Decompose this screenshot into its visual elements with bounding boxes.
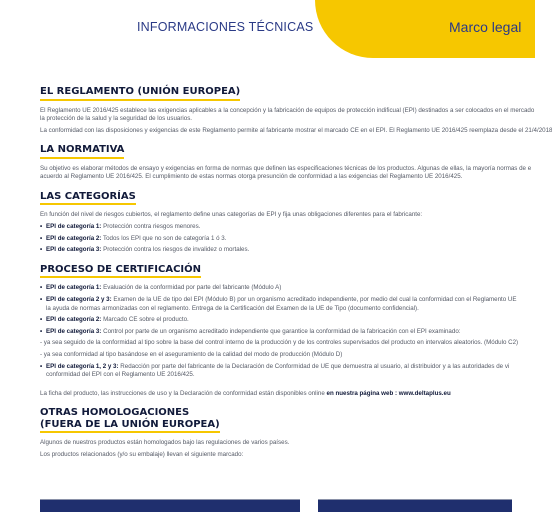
section-body <box>40 164 532 182</box>
list-item <box>40 316 520 325</box>
list-item <box>40 284 520 293</box>
section-reglamento <box>40 86 552 135</box>
section-title-line: OTRAS HOMOLOGACIONES <box>40 407 190 419</box>
list-item-text: Marcado CE sobre el producto. <box>101 316 189 324</box>
bullet-icon: • <box>40 223 43 231</box>
section-body <box>40 439 520 459</box>
marking-table-header <box>40 500 300 512</box>
header-page-title: Marco legal <box>449 19 522 35</box>
list-item-label: EPI de categoría 1, 2 y 3: <box>46 362 119 370</box>
paragraph: El Reglamento UE 2016/425 establece las exigencias aplicables a la concepción y la fabricación de equipos de protección indificual (EPI) destinados a ser colocados en el mercado <box>40 106 535 114</box>
list-item-label: EPI de categoría 1: <box>46 223 102 231</box>
website-link[interactable]: en nuestra página web : www.deltaplus.eu <box>326 389 451 397</box>
header-section-title: INFORMACIONES TÉCNICAS <box>137 20 314 34</box>
bullet-icon: • <box>40 246 43 254</box>
bullet-icon: • <box>40 295 43 303</box>
section-categorias <box>40 191 520 255</box>
section-body <box>40 106 552 136</box>
paragraph: la protección de la salud y la seguridad de los usuarios. <box>40 115 193 123</box>
document-body <box>40 86 552 468</box>
section-otras <box>40 407 520 459</box>
list-item-label: EPI de categoría 2 y 3: <box>46 295 112 303</box>
paragraph: La conformidad con las disposiciones y exigencias de este Reglamento permite al fabricante mostrar el marcado CE en el EPI. El Reglamento UE 2016/425 reemplaza desde el 21/4/2018 <box>40 126 552 134</box>
list-item <box>40 296 520 313</box>
paragraph: Su objetivo es elaborar métodos de ensayo y exigencias en forma de normas que definen las especificaciones técnicas de los productos. Algunas de ellas, la mayoría normas de e <box>40 164 532 172</box>
list-item-text: Evaluación de la conformidad por parte del fabricante (Módulo A) <box>101 284 282 292</box>
section-title-proceso: PROCESO DE CERTIFICACIÓN <box>40 264 201 279</box>
list-item-text: Protección contra riesgos menores. <box>101 223 201 231</box>
list-item-text-cont: la ayuda de normas armonizadas con el reglamento. Entrega de la Certificación del Examen de la UE de Tipo (documento confidencial). <box>46 304 419 312</box>
section-title-otras <box>40 407 220 433</box>
list-item <box>40 223 520 232</box>
bullet-icon: • <box>40 327 43 335</box>
list-item-text-cont: conformidad del EPI con el Reglamento UE 2016/425. <box>46 371 195 379</box>
list-item-text: Redacción por parte del fabricante de la Declaración de Conformidad de UE que demuestra al usuario, al distribuidor y a las autoridades de vi <box>118 362 510 370</box>
paragraph: En función del nivel de riesgos cubiertos, el reglamento define unas categorías de EPI y fija unas obligaciones diferentes para el fabricante: <box>40 211 423 219</box>
list-item-text: Control por parte de un organismo acreditado independiente que garantice la conformidad de la fabricación con el EPI examinado: <box>101 327 461 335</box>
list-item <box>40 235 520 244</box>
paragraph <box>40 390 520 399</box>
section-proceso <box>40 264 520 398</box>
paragraph: acuerdo al Reglamento UE 2016/425. El cumplimiento de estas normas otorga presunción de conformidad a las exigencias del Reglamento UE 2016/425. <box>40 173 463 181</box>
list-item-text: Examen de la UE de tipo del EPI (Módulo B) por un organismo acreditado independiente, por medio del cual la conformidad con el Reglamento UE <box>111 295 517 303</box>
list-item-label: EPI de categoría 3: <box>46 327 102 335</box>
footer-text: La ficha del producto, las instrucciones de uso y la Declaración de conformidad están disponibles online <box>40 389 327 397</box>
list-item-text: Protección contra los riesgos de invalidez o mortales. <box>101 246 250 254</box>
section-title-reglamento: EL REGLAMENTO (UNIÓN EUROPEA) <box>40 86 240 101</box>
marking-table-header <box>318 500 512 512</box>
section-normativa <box>40 144 532 182</box>
list-item <box>40 328 520 337</box>
bullet-icon: • <box>40 316 43 324</box>
list-item-label: EPI de categoría 2: <box>46 316 102 324</box>
list-item-label: EPI de categoría 1: <box>46 284 102 292</box>
section-title-normativa: LA NORMATIVA <box>40 144 124 159</box>
bullet-icon: • <box>40 284 43 292</box>
bullet-icon: • <box>40 362 43 370</box>
section-body <box>40 211 520 254</box>
paragraph: Los productos relacionados (y/o su embalaje) llevan el siguiente marcado: <box>40 450 244 458</box>
list-item <box>40 246 520 255</box>
list-item <box>40 363 520 380</box>
section-title-line: (FUERA DE LA UNIÓN EUROPEA) <box>40 418 220 430</box>
sub-item: - ya sea conformidad al tipo basándose en el aseguramiento de la calidad del modo de producción (Módulo D) <box>40 350 343 358</box>
section-title-categorias: LAS CATEGORÍAS <box>40 191 136 206</box>
paragraph: Algunos de nuestros productos están homologados bajo las regulaciones de varios países. <box>40 439 290 447</box>
sub-item: - ya sea seguido de la conformidad al tipo sobre la base del control interno de la producción y de los controles supervisados del producto en intervalos aleatorios. (Módulo C2) <box>40 339 519 347</box>
section-body <box>40 284 520 398</box>
bullet-icon: • <box>40 234 43 242</box>
list-item-label: EPI de categoría 2: <box>46 234 102 242</box>
list-item-label: EPI de categoría 3: <box>46 246 102 254</box>
list-item-text: Todos los EPI que no son de categoría 1 ó 3. <box>101 234 227 242</box>
